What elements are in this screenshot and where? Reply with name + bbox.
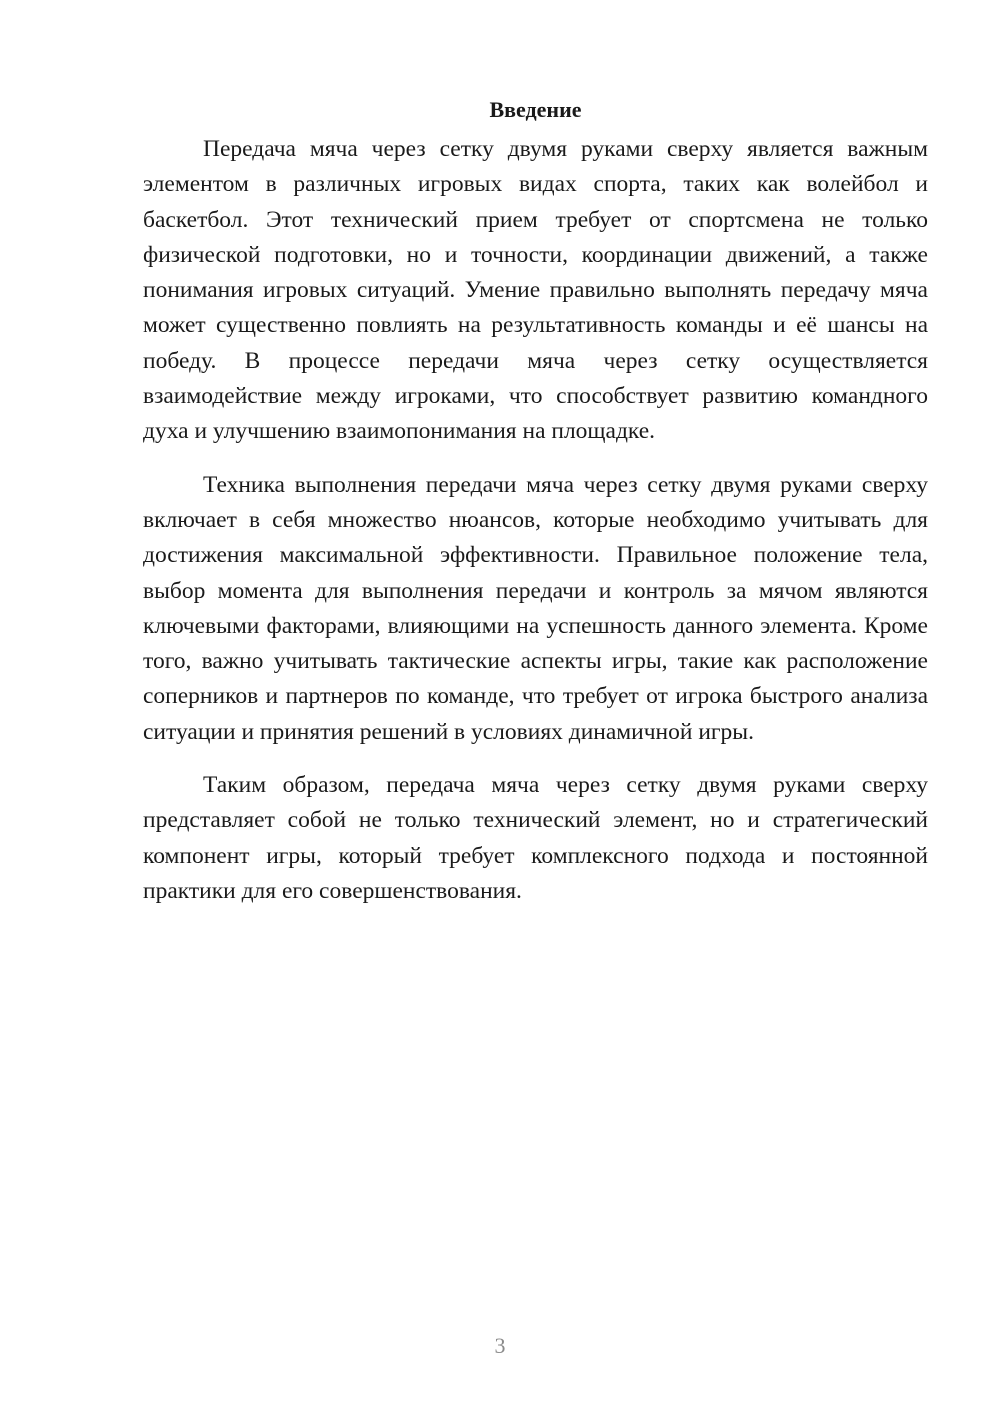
section-heading: Введение — [489, 97, 582, 122]
page-content — [143, 94, 928, 927]
paragraph-2: Техника выполнения передачи мяча через сетку двумя руками сверху включает в себя множество нюансов, которые необходимо учитывать для достижения максимальной эффективности. Правильное положение тела, выбор момента для выполнения передачи и контроль за мячом являются ключевыми факторами, влияющими на успешность данного элемента. Кроме того, важно учитывать тактические аспекты игры, такие как расположение соперников и партнеров по команде, что требует от игрока быстрого анализа ситуации и принятия решений в условиях динамичной игры. — [143, 471, 928, 745]
page-number: 3 — [494, 1333, 506, 1358]
paragraph-1: Передача мяча через сетку двумя руками сверху является важным элементом в различных игровых видах спорта, таких как волейбол и баскетбол. Этот технический прием требует от спортсмена не только физической подготовки, но и точности, координации движений, а также понимания игровых ситуаций. Умение правильно выполнять передачу мяча может существенно повлиять на результативность команды и её шансы на победу. В процессе передачи мяча через сетку осуществляется взаимодействие между игроками, что способствует развитию командного духа и улучшению взаимопонимания на площадке. — [143, 136, 928, 445]
paragraph-3: Таким образом, передача мяча через сетку двумя руками сверху представляет собой не только технический элемент, но и стратегический компонент игры, который требует комплексного подхода и постоянной практики для его совершенствования. — [143, 772, 928, 904]
